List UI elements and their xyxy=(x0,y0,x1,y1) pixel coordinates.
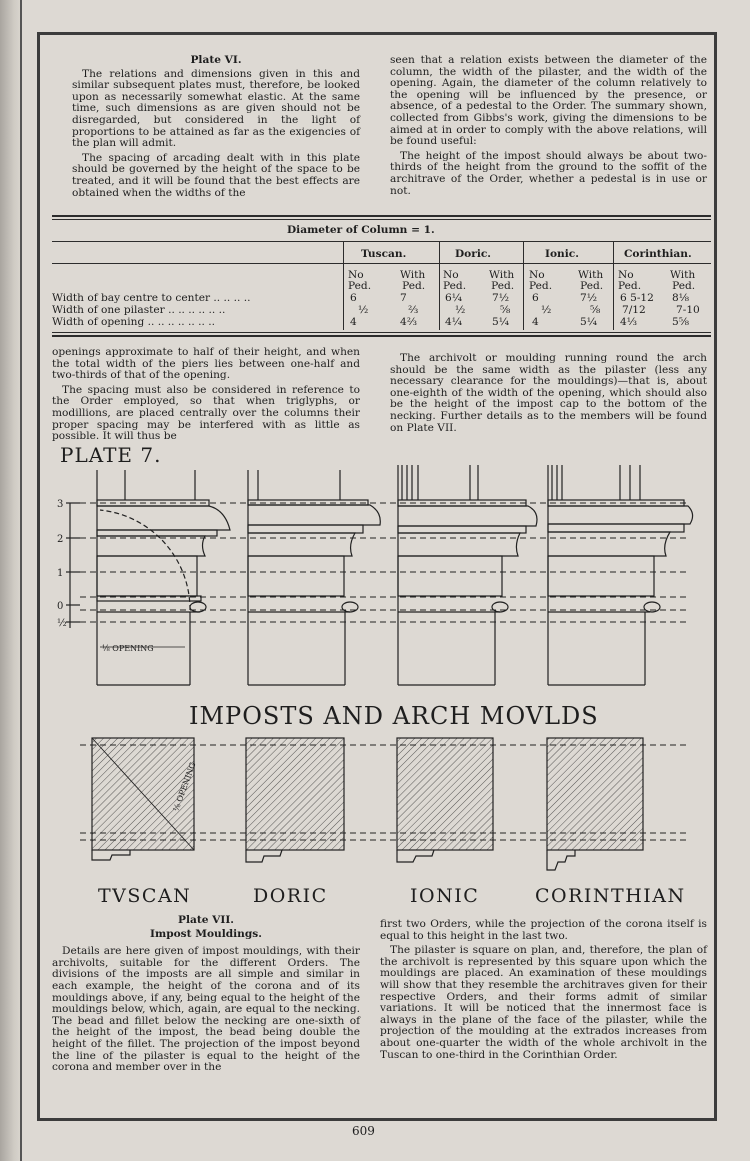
corinthian-impost-elevation xyxy=(548,465,693,685)
table-cell: 7½ xyxy=(580,292,598,304)
plate-7-title: PLATE 7. xyxy=(60,443,162,467)
table-cell: 4 xyxy=(350,316,357,328)
paragraph: The height of the impost should always be about two-thirds of the height from the ground to the soffit of the architrave of the Order, whether a pedestal is in use or not. xyxy=(390,149,707,197)
table-cell: ⅝ xyxy=(500,304,511,316)
ionic-impost-elevation xyxy=(398,465,537,685)
table-cell: 6 xyxy=(532,292,539,304)
table-cell: ½ xyxy=(541,304,552,316)
subhead: With Ped. xyxy=(400,269,426,292)
height-scale xyxy=(66,503,80,628)
paragraph: seen that a relation exists between the diameter of the column, the width of the pilaster, and the width of the opening. Again, the diameter of the column relatively to the opening will be influenced by the presence, or absence, of a pedestal to the Order. The summary shown, collected from Gibbs's work, giving the dimensions to be aimed at in order to comply with the above relations, will be found useful: xyxy=(390,54,707,148)
ionic-archivolt-plan xyxy=(397,738,493,862)
table-cell: 7½ xyxy=(492,292,510,304)
bottom-left-column xyxy=(52,915,360,1077)
paragraph: The relations and dimensions given in this and similar subsequent plates must, therefore, be looked upon as necessarily somewhat elastic. At the same time, such dimensions as are given should not be disregarded, but considered in the light of proportions to be attained as far as the exigencies of the plan will admit. xyxy=(72,67,360,150)
table-title: Diameter of Column = 1. xyxy=(287,224,435,236)
table-cell: 8⅛ xyxy=(672,292,690,304)
order-header-tuscan: Tuscan. xyxy=(361,248,407,260)
paragraph: openings approximate to half of their height, and when the total width of the piers lies between one-half and two-thirds of that of the opening. xyxy=(52,346,360,382)
subhead: No Ped. xyxy=(529,269,553,292)
table-cell: ½ xyxy=(358,304,369,316)
table-cell: ⅝ xyxy=(590,304,601,316)
table-cell: ½ xyxy=(455,304,466,316)
scale-label: ½ xyxy=(57,618,67,629)
plate-caption: IMPOSTS AND ARCH MOVLDS xyxy=(189,702,599,730)
table-cell: 4 xyxy=(532,316,539,328)
row-label-pilaster: Width of one pilaster .. .. .. .. .. .. xyxy=(52,304,226,316)
order-header-ionic: Ionic. xyxy=(545,248,579,260)
table-cell: 5¼ xyxy=(492,316,510,328)
table-cell: 4⅓ xyxy=(620,316,638,328)
dimension-lines xyxy=(80,503,690,622)
subhead: With Ped. xyxy=(578,269,604,292)
order-header-corinthian: Corinthian. xyxy=(624,248,692,260)
paragraph: The archivolt or moulding running round the arch should be the same width as the pilaster (less any necessary clearance for the mouldings)—that is, about one-eighth of the width of the opening, which should also be the height of the impost cap to the bottom of the necking. Further details as to the members will be found on Plate VII. xyxy=(390,352,707,434)
table-cell: 6 5-12 xyxy=(620,292,654,304)
table-cell: 7 xyxy=(400,292,407,304)
scale-labels xyxy=(57,499,67,629)
subhead: With Ped. xyxy=(489,269,515,292)
row-label-bay: Width of bay centre to center .. .. .. .. xyxy=(52,292,251,304)
row-label-opening: Width of opening .. .. .. .. .. .. .. xyxy=(52,316,215,328)
impost-mouldings-heading: Impost Mouldings. xyxy=(150,927,262,940)
table-cell: 6 xyxy=(350,292,357,304)
doric-archivolt-plan xyxy=(246,738,344,862)
table-cell: ⅔ xyxy=(408,304,419,316)
corinthian-archivolt-plan xyxy=(547,738,643,870)
subhead: No Ped. xyxy=(443,269,467,292)
paragraph: The spacing of arcading dealt with in this plate should be governed by the height of the space to be treated, and it will be found that the best effects are obtained when the widths of the xyxy=(72,151,360,199)
plate-vii-heading: Plate VII. xyxy=(178,914,234,926)
plate-vi-heading: Plate VI. xyxy=(190,54,242,66)
table-cell: 7/12 xyxy=(622,304,646,316)
opening-label: ⅛ OPENING xyxy=(102,644,154,653)
subhead: With Ped. xyxy=(670,269,696,292)
bottom-right-column xyxy=(380,919,707,1064)
paragraph: The pilaster is square on plan, and, therefore, the plan of the archivolt is represented by this square upon which the mouldings are placed. An examination of these mouldings will show that they resemble the architraves given for their respective Orders, and their forms admit of similar variations. It will be noticed that the innermost face is always in the plane of the face of the pilaster, while the projection of the moulding at the extrados increases from about one-quarter the width of the whole archivolt in the Tuscan to one-third in the Corinthian Order. xyxy=(380,944,707,1061)
table-cell: 6¼ xyxy=(445,292,463,304)
subhead: No Ped. xyxy=(348,269,372,292)
scale-label: 0 xyxy=(57,601,64,612)
table-cell: 7-10 xyxy=(676,304,700,316)
paragraph: first two Orders, while the projection of the corona itself is equal to this height in the last two. xyxy=(380,918,707,942)
scale-label: 3 xyxy=(57,499,64,510)
page-number: 609 xyxy=(352,1124,375,1138)
doric-impost-elevation xyxy=(248,470,380,685)
vertical-opening-label: ⅛ OPENING xyxy=(171,761,198,813)
scale-label: 1 xyxy=(57,568,64,579)
table-cell: 5¼ xyxy=(580,316,598,328)
paragraph: The spacing must also be considered in reference to the Order employed, so that when triglyphs, or modillions, are placed centrally over the columns their proper spacing may be interfered with as little as possible. It will thus be xyxy=(52,383,360,443)
paragraph: Details are here given of impost mouldings, with their archivolts, suitable for the different Orders. The divisions of the imposts are all simple and similar in each example, the height of the corona and of its mouldings above, if any, being equal to the height of the mouldings below, which, again, are equal to the necking. The bead and fillet below the necking are one-sixth of the height of the impost, the bead being double the height of the fillet. The projection of the impost beyond the line of the pilaster is equal to the height of the corona and member over in the xyxy=(52,945,360,1074)
order-label-doric: DORIC xyxy=(253,885,328,907)
order-label-tuscan: TVSCAN xyxy=(98,885,192,907)
order-label-ionic: IONIC xyxy=(410,885,480,907)
subhead: No Ped. xyxy=(618,269,642,292)
table-cell: 4⅔ xyxy=(400,316,418,328)
scale-label: 2 xyxy=(57,534,64,545)
table-cell: 4¼ xyxy=(445,316,463,328)
table-cell: 5⅝ xyxy=(672,316,690,328)
order-header-doric: Doric. xyxy=(455,248,491,260)
order-label-corinthian: CORINTHIAN xyxy=(535,885,686,907)
